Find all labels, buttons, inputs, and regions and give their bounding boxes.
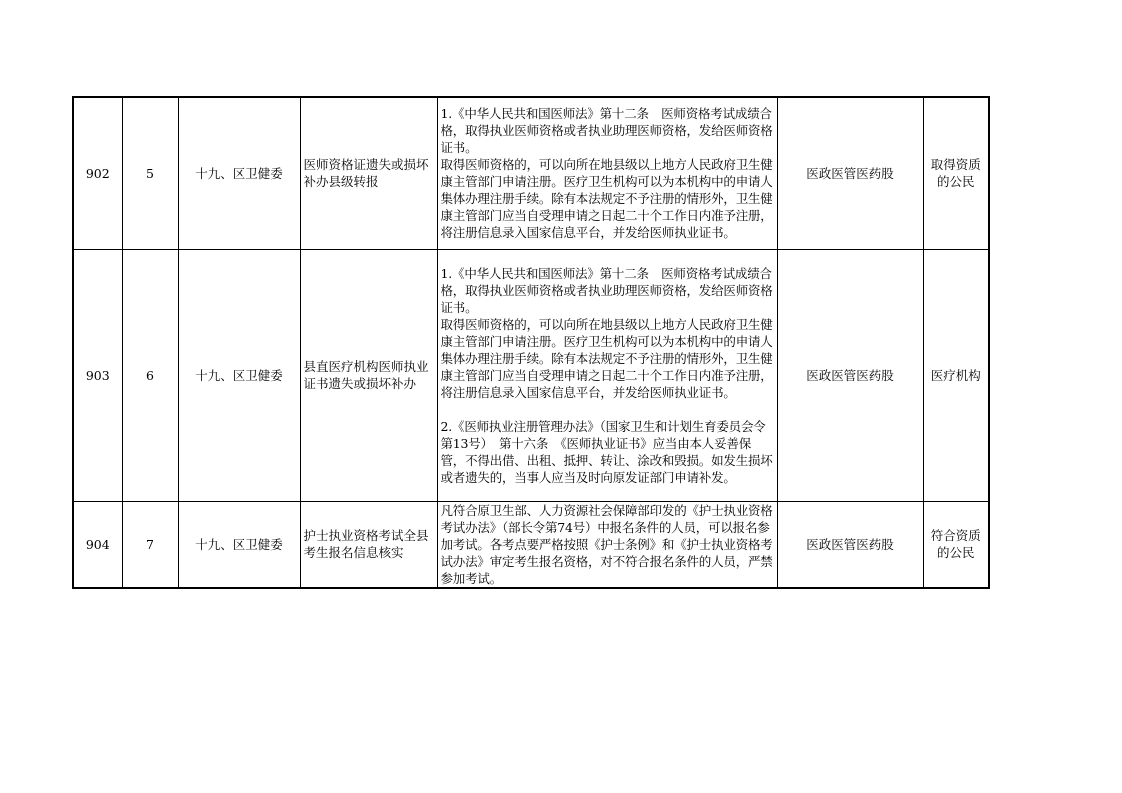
cell-seq: 5 — [122, 97, 178, 249]
cell-office: 医政医管医药股 — [777, 501, 923, 588]
basis-paragraph: 1.《中华人民共和国医师法》第十二条 医师资格考试成绩合格，取得执业医师资格或者执业助理医师资格，发给医师资格证书。 — [440, 265, 773, 315]
cell-seq: 7 — [122, 501, 178, 588]
cell-dept: 十九、区卫健委 — [178, 97, 300, 249]
cell-item: 护士执业资格考试全县考生报名信息核实 — [300, 501, 437, 588]
cell-basis — [437, 97, 777, 249]
cell-id: 903 — [73, 249, 122, 501]
basis-paragraph: 凡符合原卫生部、人力资源社会保障部印发的《护士执业资格考试办法》（部长令第74号）中报名条件的人员，可以报名参加考试。各考点要严格按照《护士条例》和《护士执业资格考试办法》审定考生报名资格，对不符合报名条件的人员，严禁参加考试。 — [440, 502, 773, 586]
basis-paragraph: 1.《中华人民共和国医师法》第十二条 医师资格考试成绩合格，取得执业医师资格或者执业助理医师资格，发给医师资格证书。 — [440, 106, 773, 156]
table-row — [73, 97, 989, 249]
cell-target: 取得资质的公民 — [923, 97, 989, 249]
cell-basis — [437, 249, 777, 501]
basis-paragraph: 取得医师资格的，可以向所在地县级以上地方人民政府卫生健康主管部门申请注册。医疗卫生机构可以为本机构中的申请人集体办理注册手续。除有本法规定不予注册的情形外，卫生健康主管部门应当自受理申请之日起二十个工作日内准予注册，将注册信息录入国家信息平台，并发给医师执业证书。 — [440, 316, 773, 400]
cell-dept: 十九、区卫健委 — [178, 249, 300, 501]
cell-id: 902 — [73, 97, 122, 249]
cell-office: 医政医管医药股 — [777, 97, 923, 249]
cell-target: 符合资质的公民 — [923, 501, 989, 588]
basis-paragraph: 取得医师资格的，可以向所在地县级以上地方人民政府卫生健康主管部门申请注册。医疗卫生机构可以为本机构中的申请人集体办理注册手续。除有本法规定不予注册的情形外，卫生健康主管部门应当自受理申请之日起二十个工作日内准予注册，将注册信息录入国家信息平台，并发给医师执业证书。 — [440, 157, 773, 241]
basis-paragraph: 2.《医师执业注册管理办法》（国家卫生和计划生育委员会令第13号） 第十六条 《医师执业证书》应当由本人妥善保管，不得出借、出租、抵押、转让、涂改和毁损。如发生损坏或者遗失的，当事人应当及时向原发证部门申请补发。 — [440, 418, 773, 485]
matters-table — [72, 96, 990, 589]
cell-target: 医疗机构 — [923, 249, 989, 501]
cell-item: 医师资格证遗失或损坏补办县级转报 — [300, 97, 437, 249]
cell-id: 904 — [73, 501, 122, 588]
table-row — [73, 249, 989, 501]
cell-dept: 十九、区卫健委 — [178, 501, 300, 588]
cell-seq: 6 — [122, 249, 178, 501]
cell-office: 医政医管医药股 — [777, 249, 923, 501]
cell-item: 县直医疗机构医师执业证书遗失或损坏补办 — [300, 249, 437, 501]
table-row — [73, 501, 989, 588]
cell-basis — [437, 501, 777, 588]
